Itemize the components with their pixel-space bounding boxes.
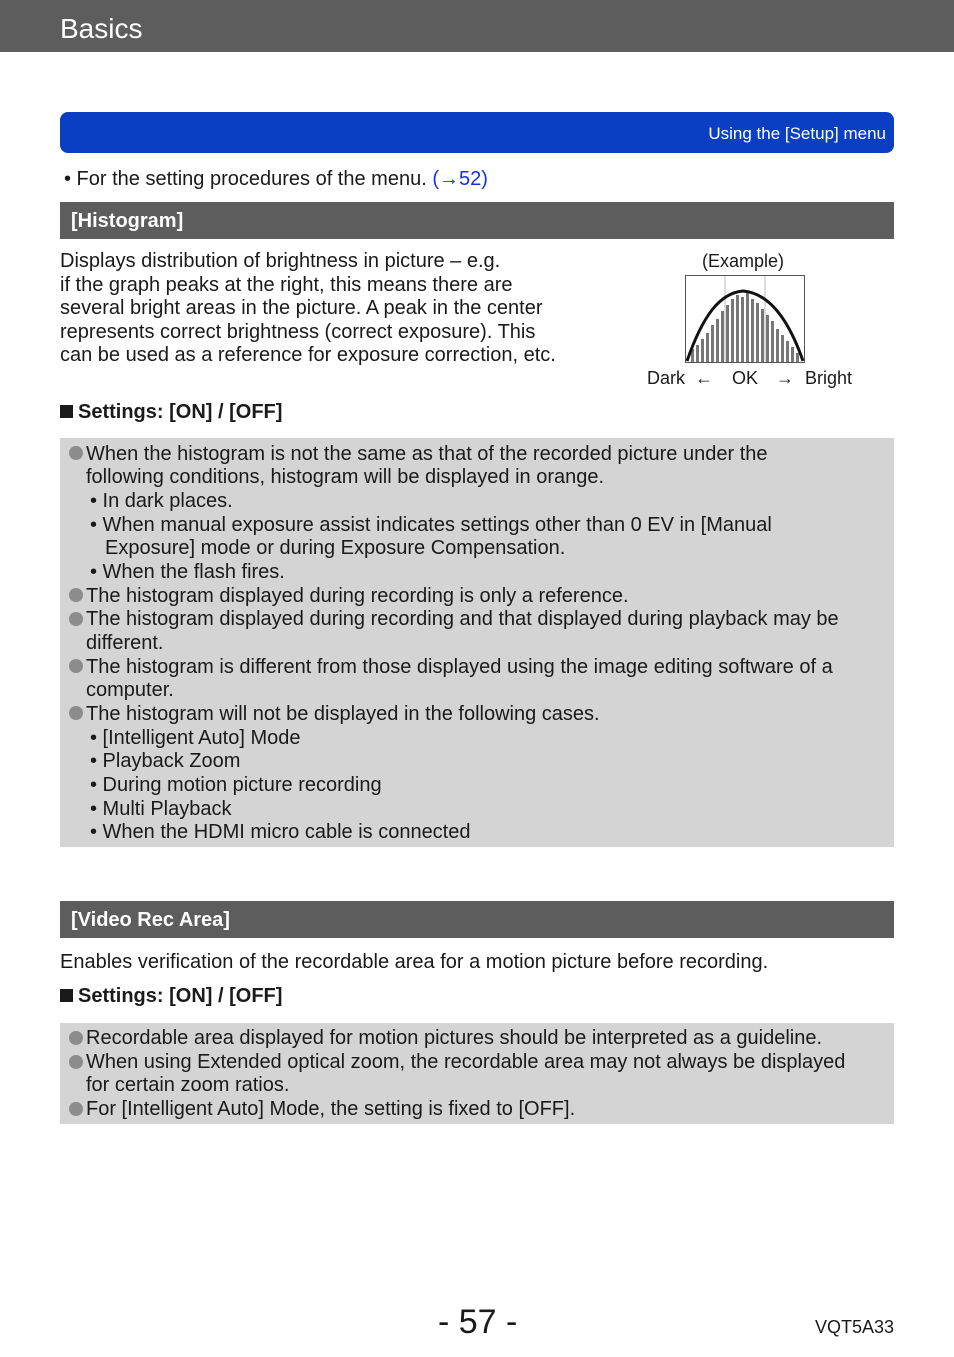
note-line: • When the flash fires. [90,561,285,583]
video-rec-area-settings-text: Settings: [ON] / [OFF] [78,985,283,1007]
left-arrow-icon: ← [695,368,713,388]
histogram-section-title: [Histogram] [71,210,184,232]
note-line: • When the HDMI micro cable is connected [90,821,471,843]
axis-bright-label: Bright [805,368,853,388]
video-rec-area-settings [60,984,282,1008]
description-line: can be used as a reference for exposure correction, etc. [60,344,556,367]
histogram-icon [685,275,805,363]
intro-note [64,167,488,191]
page-reference-link[interactable]: (→52) [432,168,488,190]
note-line: • Playback Zoom [90,750,241,772]
axis-ok-label: OK [732,368,759,388]
square-bullet-icon [60,989,73,1002]
histogram-example-figure [685,275,805,363]
histogram-notes-box [60,438,894,847]
histogram-section-header [60,202,894,239]
header-bar [0,0,954,52]
video-rec-area-description: Enables verification of the recordable area for a motion picture before recording. [60,951,769,973]
page-number: - 57 - [438,1303,518,1341]
document-code: VQT5A33 [814,1317,894,1337]
bullet-icon [69,1102,83,1116]
note-line: for certain zoom ratios. [86,1074,290,1096]
bullet-icon [69,1055,83,1069]
bullet-icon [69,659,83,673]
histogram-settings [60,400,282,424]
section-breadcrumb [60,112,894,153]
description-line: several bright areas in the picture. A peak in the center [60,297,543,320]
note-line: • [Intelligent Auto] Mode [90,727,301,749]
note-line: When using Extended optical zoom, the recordable area may not always be displayed [86,1051,846,1073]
note-line: The histogram displayed during recording and that displayed during playback may be [86,608,839,630]
right-arrow-icon: → [776,368,794,388]
intro-note-text: • For the setting procedures of the menu. [64,168,427,190]
video-rec-area-notes-box [60,1023,894,1124]
description-line: Displays distribution of brightness in picture – e.g. [60,250,501,272]
bullet-icon [69,446,83,460]
note-line: For [Intelligent Auto] Mode, the setting is fixed to [OFF]. [86,1098,576,1120]
description-line: represents correct brightness (correct exposure). This [60,320,536,343]
note-line: • In dark places. [90,490,233,512]
video-rec-area-section-header [60,901,894,938]
square-bullet-icon [60,405,73,418]
bullet-icon [69,706,83,720]
bullet-icon [69,612,83,626]
breadcrumb-label: Using the [Setup] menu [708,124,886,143]
note-line: Recordable area displayed for motion pictures should be interpreted as a guideline. [86,1027,823,1049]
note-line: The histogram is different from those displayed using the image editing software of a [86,656,833,678]
note-line: The histogram will not be displayed in the following cases. [86,703,600,725]
bullet-icon [69,588,83,602]
note-line: The histogram displayed during recording is only a reference. [86,585,629,607]
note-line: Exposure] mode or during Exposure Compensation. [105,537,566,559]
axis-dark-label: Dark [647,368,686,388]
example-label: (Example) [702,251,785,271]
note-line: computer. [86,679,174,701]
histogram-description [60,250,620,368]
note-line: • Multi Playback [90,798,232,820]
note-line: following conditions, histogram will be displayed in orange. [86,466,605,488]
note-line: • When manual exposure assist indicates settings other than 0 EV in [Manual [90,514,772,536]
note-line: different. [86,632,164,654]
histogram-settings-text: Settings: [ON] / [OFF] [78,401,283,423]
note-line: • During motion picture recording [90,774,382,796]
description-line: if the graph peaks at the right, this means there are [60,273,513,296]
note-line: When the histogram is not the same as that of the recorded picture under the [86,443,768,465]
page-title: Basics [60,13,143,44]
bullet-icon [69,1031,83,1045]
video-rec-area-section-title: [Video Rec Area] [71,909,230,931]
